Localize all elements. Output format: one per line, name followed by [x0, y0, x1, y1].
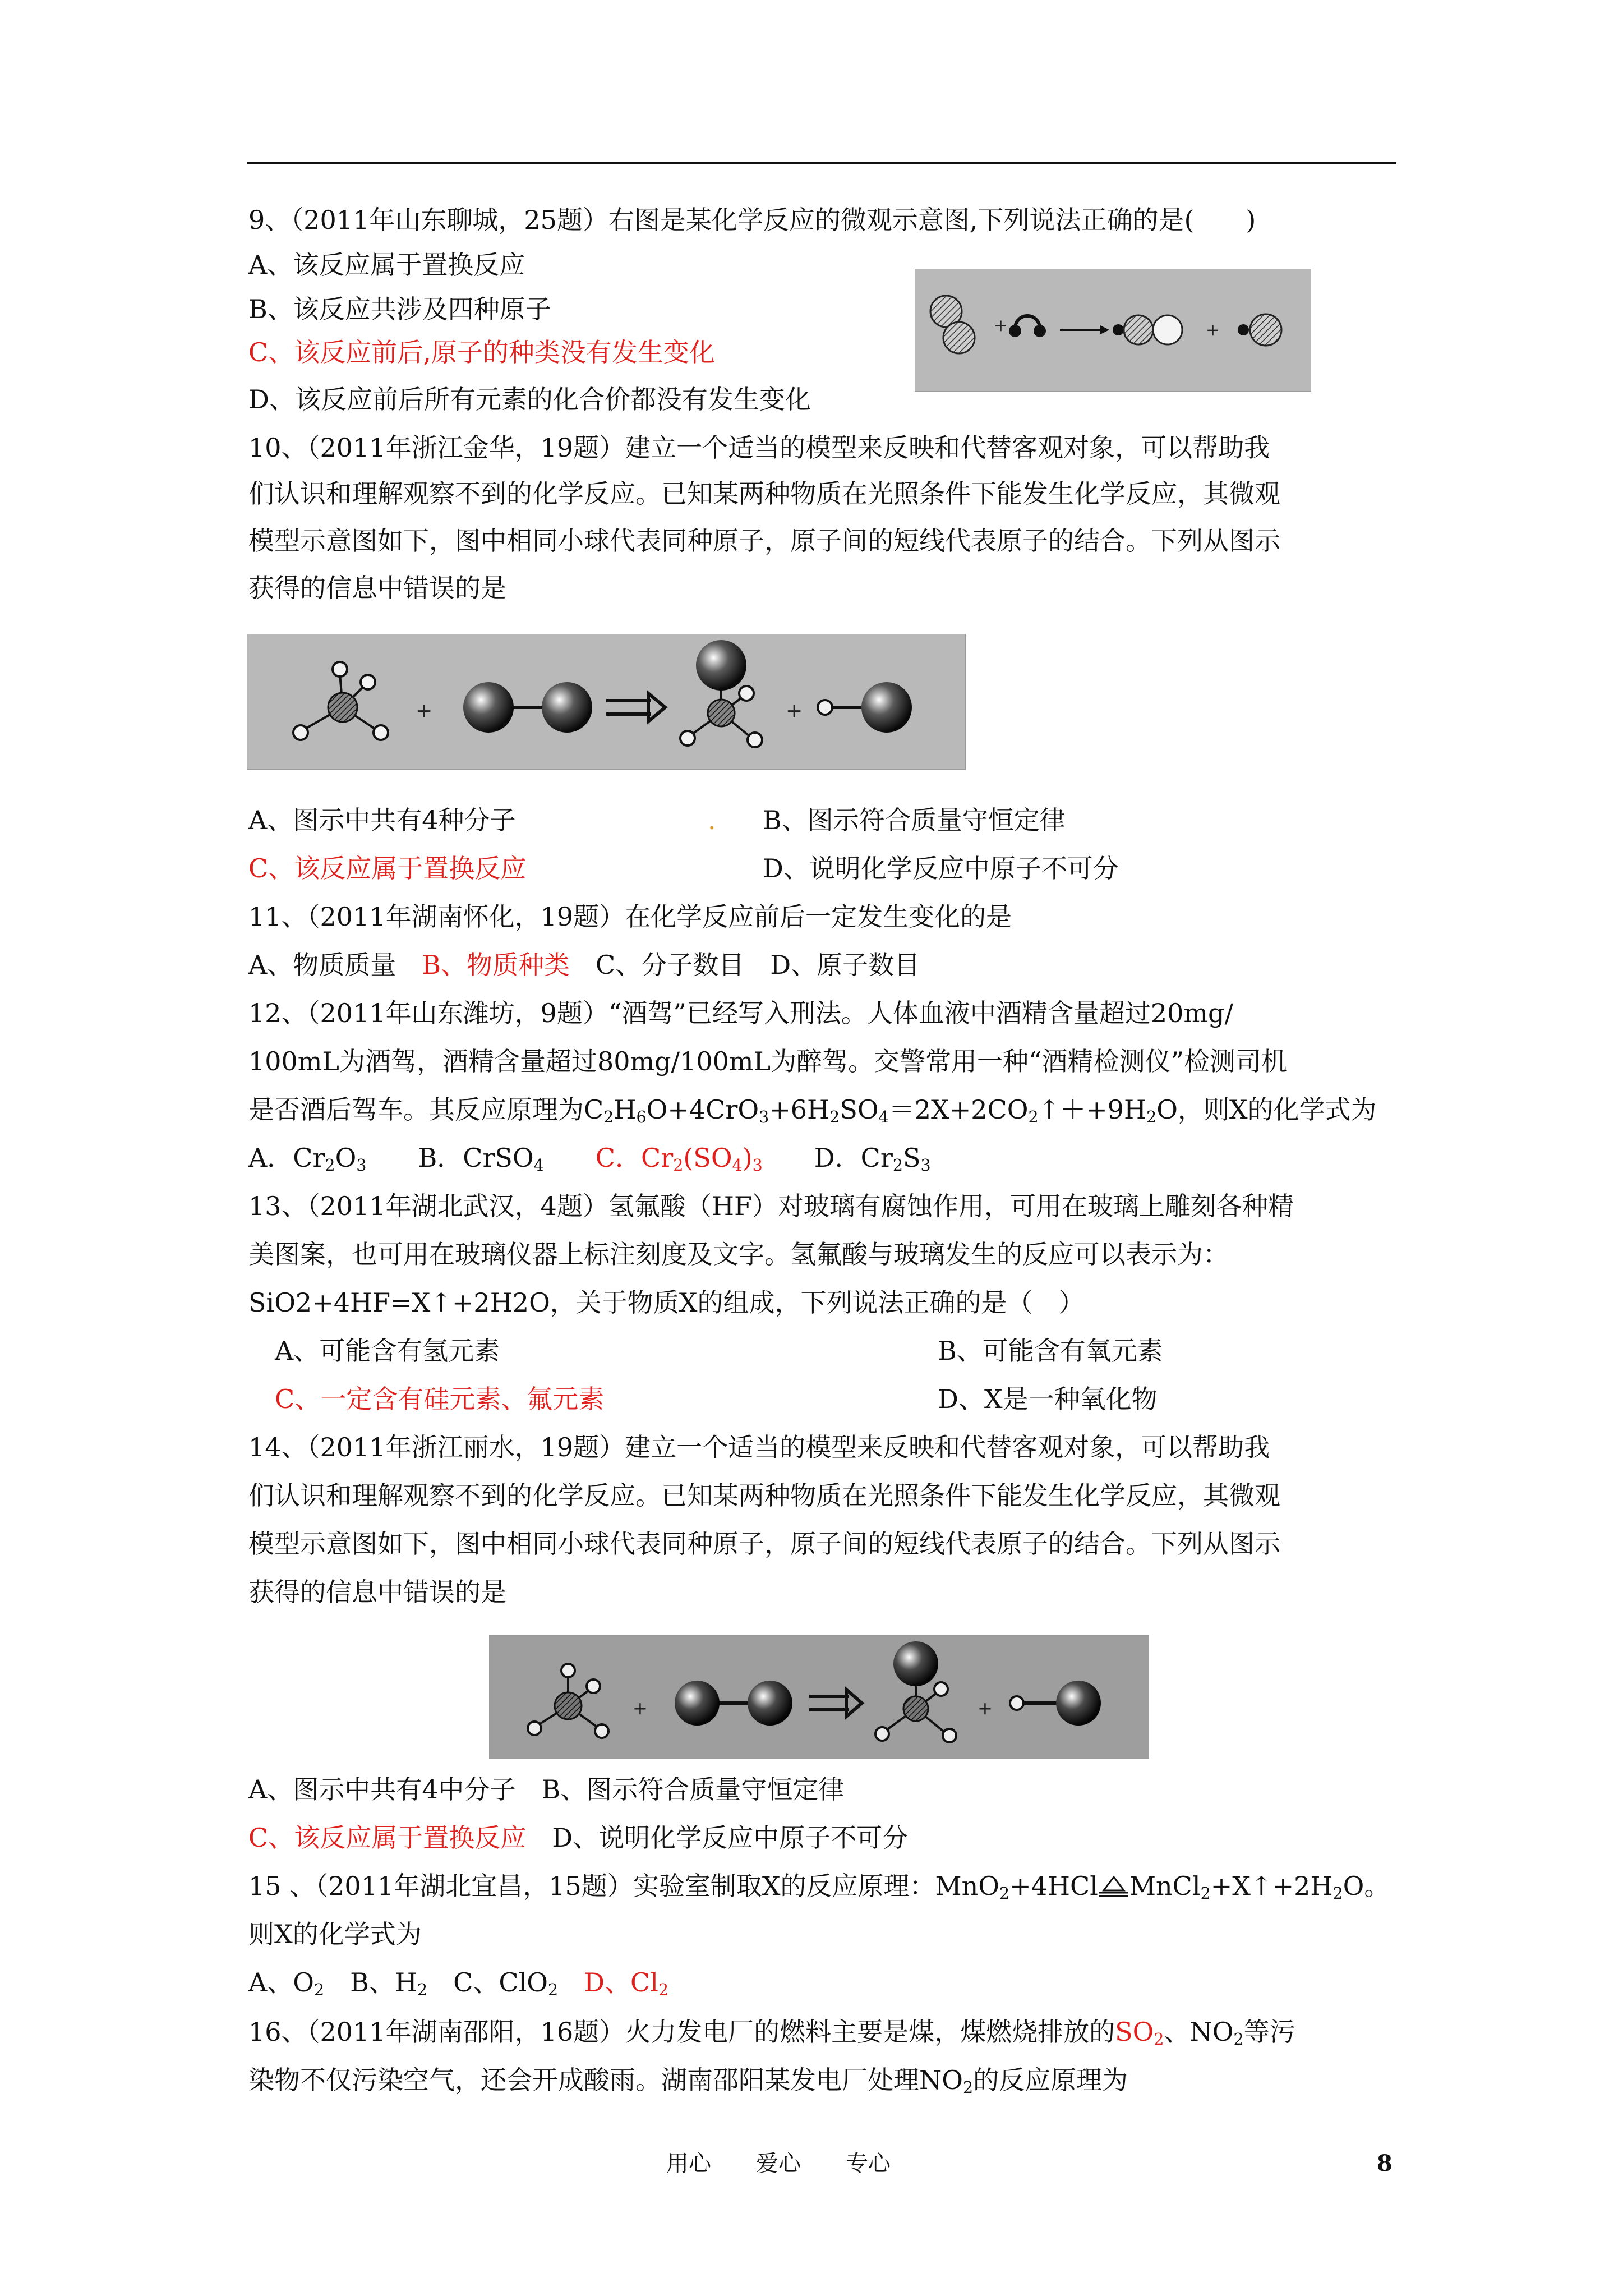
q14-stem-line4: 获得的信息中错误的是 [248, 1577, 506, 1607]
q15-option-b: B、$H_2$ [350, 1967, 428, 2000]
q12-stem-line2: 100mL为酒驾，酒精含量超过80mg/100mL为醉驾。交警常用一种“酒精检测仪”检测司机 [248, 1046, 1288, 1076]
q13-option-a: A、可能含有氢元素 [275, 1336, 500, 1366]
q15-stem-line1: 15 、（2011年湖北宜昌，15题）实验室制取X的反应原理：MnO$_2$+4HCl $MnCl_2+X↑+2H_2O$。 [248, 1871, 1390, 1903]
heating-delta-icon [1098, 1871, 1129, 1894]
q10-stem-line3: 模型示意图如下，图中相同小球代表同种原子，原子间的短线代表原子的结合。下列从图示 [248, 526, 1280, 556]
q11-option-c: C、分子数目 [596, 950, 745, 980]
q13-stem-line2: 美图案，也可用在玻璃仪器上标注刻度及文字。氢氟酸与玻璃发生的反应可以表示为： [248, 1239, 1229, 1269]
q12-option-a: A．$Cr_2O_3$ [248, 1143, 367, 1175]
q13-option-c-answer: C、一定含有硅元素、氟元素 [275, 1384, 605, 1414]
q13-option-b: B、可能含有氧元素 [938, 1336, 1163, 1366]
q13-stem-line1: 13、（2011年湖北武汉，4题）氢氟酸（HF）对玻璃有腐蚀作用，可用在玻璃上雕刻各种精 [248, 1191, 1294, 1221]
header-rule [247, 162, 1396, 164]
q14-option-d: D、说明化学反应中原子不可分 [552, 1823, 909, 1853]
q9-stem: 9、（2011年山东聊城，25题）右图是某化学反应的微观示意图,下列说法正确的是( ) [248, 205, 1256, 235]
q14-stem-line3: 模型示意图如下，图中相同小球代表同种原子，原子间的短线代表原子的结合。下列从图示 [248, 1529, 1280, 1559]
svg-text:+: + [786, 700, 803, 723]
q14-stem-line1: 14、（2011年浙江丽水，19题）建立一个适当的模型来反映和代替客观对象，可以帮助我 [248, 1432, 1270, 1462]
q13-stem-line3: SiO2+4HF=X↑+2H2O，关于物质X的组成，下列说法正确的是（ ） [248, 1287, 1085, 1318]
q15-option-c: C、ClO$_2$ [453, 1967, 559, 2000]
q11-option-b-answer: B、物质种类 [422, 950, 570, 980]
svg-text:+: + [633, 1697, 648, 1719]
q12-stem-line3: 是否酒后驾车。其反应原理为$C_2H_6O+4CrO_3+6H_2SO_4=2X+2CO_2↑++9H_2O$，则X的化学式为 [248, 1094, 1377, 1127]
q15-option-a: A、$O_2$ [248, 1967, 325, 2000]
q9-option-d: D、该反应前后所有元素的化合价都没有发生变化 [248, 384, 811, 415]
q10-stem-line2: 们认识和理解观察不到的化学反应。已知某两种物质在光照条件下能发生化学反应，其微观 [248, 478, 1280, 509]
q11-option-d: D、原子数目 [770, 950, 920, 980]
page-number: 8 [1377, 2150, 1393, 2177]
svg-text:+: + [416, 700, 433, 723]
q10-option-b: B、图示符合质量守恒定律 [763, 805, 1066, 835]
svg-text:+: + [1206, 320, 1220, 340]
q14-options-ab: A、图示中共有4中分子 B、图示符合质量守恒定律 [248, 1774, 845, 1805]
q11-option-a: A、物质质量 [248, 950, 396, 980]
q14-reaction-diagram [489, 1635, 1149, 1759]
q15-stem-line2: 则X的化学式为 [248, 1919, 422, 1949]
so2-highlight: $SO_2$ [1115, 2017, 1164, 2049]
q16-stem-line1: 16、（2011年湖南邵阳，16题）火力发电厂的燃料主要是煤，煤燃烧排放的$SO_2$、$NO_2$等污 [248, 2017, 1295, 2049]
svg-text:+: + [978, 1697, 993, 1719]
q10-option-a: A、图示中共有4种分子 [248, 805, 516, 835]
q11-stem: 11、（2011年湖南怀化，19题）在化学反应前后一定发生变化的是 [248, 901, 1012, 932]
q9-molecule-svg [915, 269, 1311, 391]
q9-option-c-answer: C、该反应前后,原子的种类没有发生变化 [248, 337, 715, 367]
q10-stem-line4: 获得的信息中错误的是 [248, 573, 506, 603]
q10-option-d: D、说明化学反应中原子不可分 [763, 853, 1119, 884]
q12-options [248, 1141, 931, 1182]
q10-stray-dot: . [708, 805, 716, 835]
q12-option-d: D．$Cr_2S_3$ [814, 1143, 931, 1175]
q9-reaction-diagram [915, 269, 1311, 392]
footer-mottos: 用心 爱心 专心 [666, 2151, 891, 2177]
q15-options [248, 1966, 668, 2007]
q9-option-a: A、该反应属于置换反应 [248, 250, 525, 280]
q12-stem-line1: 12、（2011年山东潍坊，9题）“酒驾”已经写入刑法。人体血液中酒精含量超过20mg/ [248, 998, 1233, 1028]
svg-text:+: + [994, 316, 1008, 335]
q10-molecule-svg [247, 634, 965, 769]
q14-stem-line2: 们认识和理解观察不到的化学反应。已知某两种物质在光照条件下能发生化学反应，其微观 [248, 1480, 1280, 1511]
q15-option-d-answer: D、$Cl_2$ [584, 1967, 669, 2000]
q9-option-b: B、该反应共涉及四种原子 [248, 294, 551, 324]
q14-options-cd [248, 1821, 908, 1855]
q10-stem-line1: 10、（2011年浙江金华，19题）建立一个适当的模型来反映和代替客观对象，可以帮助我 [248, 432, 1270, 463]
q11-options [248, 948, 920, 982]
q14-molecule-svg [490, 1636, 1149, 1758]
q13-option-d: D、X是一种氧化物 [938, 1384, 1158, 1414]
q16-stem-line2: 染物不仅污染空气，还会开成酸雨。湖南邵阳某发电厂处理$NO_2$的反应原理为 [248, 2065, 1128, 2097]
q14-option-c-answer: C、该反应属于置换反应 [248, 1823, 527, 1853]
q10-option-c-answer: C、该反应属于置换反应 [248, 853, 527, 884]
q12-option-c-answer: C．$Cr_2(SO_4)_3$ [595, 1143, 763, 1175]
q10-reaction-diagram [247, 634, 966, 770]
q12-option-b: B．CrSO$_4$ [418, 1143, 544, 1175]
